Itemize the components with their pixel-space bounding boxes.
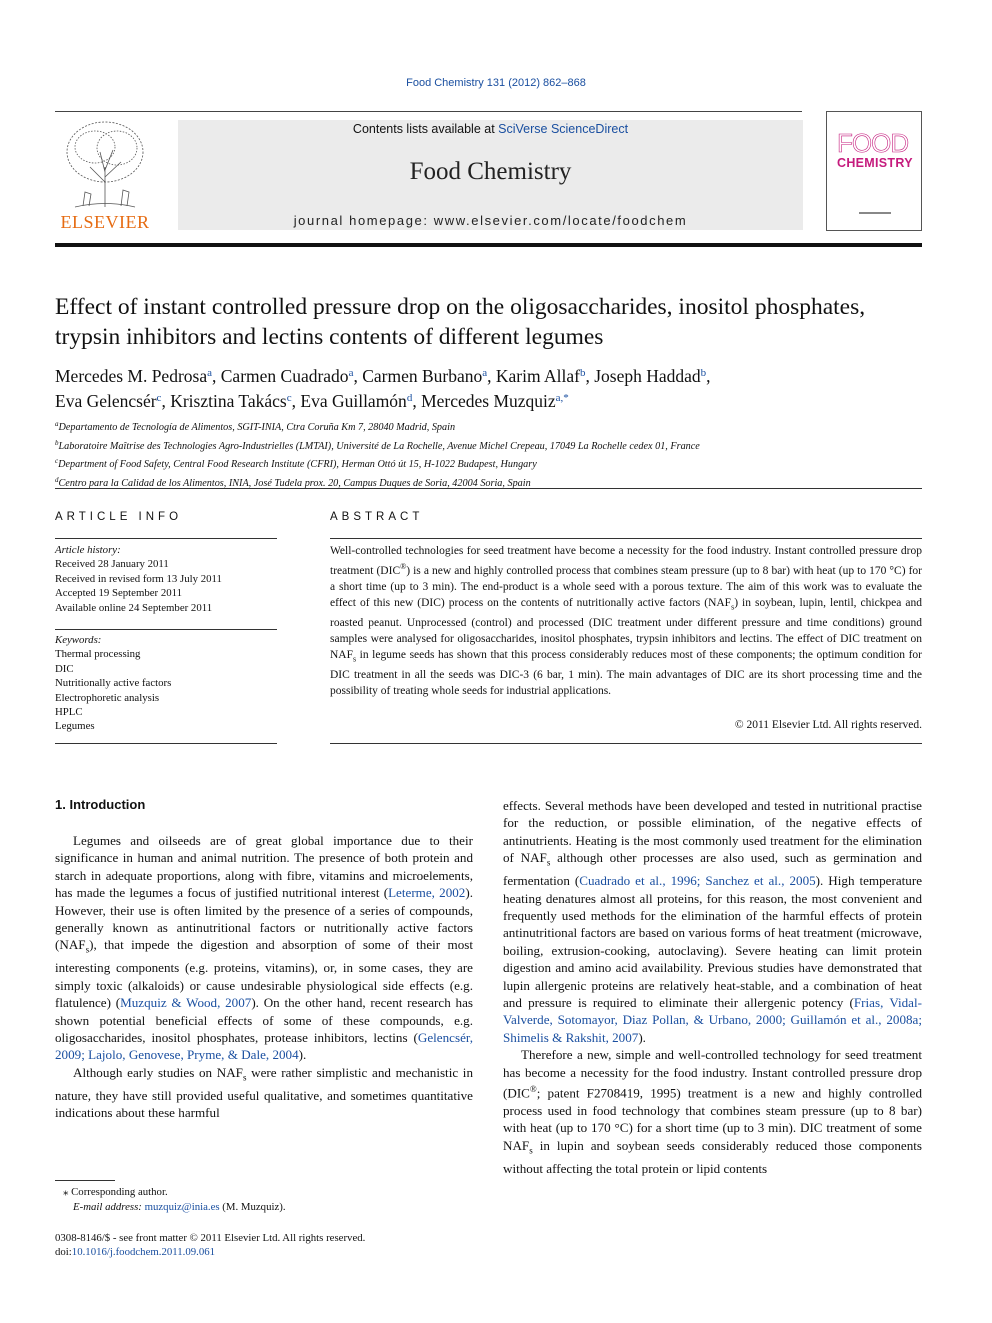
- history-item: Available online 24 September 2011: [55, 601, 213, 614]
- cover-publisher-mark-icon: [859, 210, 891, 216]
- divider: [55, 488, 922, 489]
- masthead-rule-top: [55, 111, 802, 112]
- publisher-wordmark: ELSEVIER: [60, 212, 150, 232]
- author-separator: ,: [212, 366, 221, 386]
- abstract-heading: ABSTRACT: [330, 511, 424, 523]
- abstract-copyright: © 2011 Elsevier Ltd. All rights reserved.: [734, 719, 922, 731]
- author-name[interactable]: Karim Allaf: [495, 366, 580, 386]
- paragraph: Although early studies on $NAF_s$ were rather simplistic and mechanistic in nature, they have still provided useful qualitative, and sometimes quantitative indications about these harmful: [55, 1064, 473, 1121]
- body-column-left: [55, 832, 473, 1122]
- author-name[interactable]: Eva Gelencsér: [55, 391, 157, 411]
- front-matter-note: 0308-8146/$ - see front matter © 2011 Elsevier Ltd. All rights reserved.: [55, 1232, 366, 1244]
- author-affiliation-marker[interactable]: c: [156, 392, 162, 404]
- citation-link[interactable]: Cuadrado et al., 1996; Sanchez et al., 2005: [579, 873, 816, 889]
- sciencedirect-link[interactable]: SciVerse ScienceDirect: [498, 122, 629, 136]
- issn-line: [55, 1231, 505, 1259]
- keyword: Legumes: [55, 720, 95, 733]
- body-column-right: [503, 797, 922, 1177]
- cover-title-line1: FOOD: [837, 128, 909, 158]
- article-title: Effect of instant controlled pressure drop on the oligosaccharides, inositol phosphates, trypsin inhibitors and lectins contents of different legumes: [55, 294, 866, 350]
- email-link[interactable]: muzquiz@inia.es: [144, 1201, 220, 1213]
- author-name[interactable]: Carmen Cuadrado: [220, 366, 349, 386]
- abstract-text: Well-controlled technologies for seed treatment have become a necessity for the food industry. Instant controlled pressure drop treatment (DIC®) is a new and highly controlled process that combines steam pressure (up to 8 bar) with heat (up to 170 °C) for a short time (up to 3 min). The end-product is a whole seed with a porous texture. The aim of this work was to evaluate the effect of this new (DIC) process on the contents of nutritionally active factors $(NAF_s)$ in soybean, lupin, lentil, chickpea and roasted peanut. Unprocessed (control) and processed (DIC treatment under different pressure and time conditions) ground samples were analysed for oligosaccharides, inositol phosphates, trypsin inhibitors and lectins. The effect of DIC treatment on $NAF_s$ in legume seeds has shown that this process considerably reduces most of these components; the optimum condition for DIC treatment in all the seeds was DIC-3 (6 bar, 1 min). The main advantages of DIC are its short processing time and the possibility of treating whole seeds for industrial applications.: [330, 545, 923, 698]
- journal-cover-thumbnail: [826, 111, 922, 231]
- divider: [55, 629, 277, 630]
- author-affiliation-marker[interactable]: a: [207, 367, 212, 379]
- affiliation-marker: a: [55, 420, 59, 428]
- affiliation-marker: d: [55, 475, 59, 484]
- author-affiliation-marker[interactable]: b: [579, 367, 586, 379]
- keyword: Electrophoretic analysis: [55, 691, 160, 704]
- author-affiliation-marker[interactable]: d: [406, 392, 413, 404]
- affiliation-text: Laboratoire Maîtrise des Technologies Agro-Industrielles (LMTAI), Université de La Rochelle, Avenue Michel Crepeau, 17049 La Rochelle cedex 01, France: [58, 440, 700, 452]
- corresponding-author-note: ⁎ Corresponding author.: [63, 1186, 168, 1198]
- author-name[interactable]: Mercedes Muzquiz: [421, 391, 556, 411]
- affiliation-text: Departamento de Tecnología de Alimentos, SGIT-INIA, Ctra Coruña Km 7, 28040 Madrid, Spain: [58, 422, 456, 433]
- citation-link[interactable]: Frias, Vidal-Valverde, Sotomayor, Diaz Pollan, & Urbano, 2000; Guillamón et al., 2008a; Shimelis & Rakshit, 2007: [503, 995, 922, 1045]
- divider: [55, 743, 277, 744]
- author-affiliation-marker[interactable]: b: [700, 367, 707, 379]
- email-note: E-mail address: muzquiz@inia.es (M. Muzquiz).: [73, 1201, 286, 1213]
- author-separator: ,: [706, 366, 711, 386]
- journal-citation[interactable]: Food Chemistry 131 (2012) 862–868: [406, 77, 586, 89]
- divider: [330, 743, 922, 744]
- citation-link[interactable]: Leterme, 2002: [388, 885, 466, 901]
- history-item: Received 28 January 2011: [55, 558, 169, 571]
- history-item: Accepted 19 September 2011: [55, 587, 183, 600]
- author-separator: ,: [412, 391, 422, 411]
- keyword: Nutritionally active factors: [55, 677, 172, 690]
- journal-name: Food Chemistry: [409, 158, 572, 185]
- affiliation: [55, 454, 925, 473]
- author-affiliation-marker[interactable]: c: [286, 392, 292, 404]
- keyword: Thermal processing: [55, 648, 141, 661]
- author-separator: ,: [353, 366, 363, 386]
- author-affiliation-marker[interactable]: a: [348, 367, 354, 379]
- author-affiliation-marker[interactable]: a,*: [555, 392, 569, 404]
- author-name[interactable]: Carmen Burbano: [362, 366, 483, 386]
- author-list: [55, 362, 925, 412]
- paragraph: Therefore a new, simple and well-controlled technology for seed treatment has become a necessity for the food industry. Instant controlled pressure drop (DIC®; patent F2708419, 1995) treatment is a new and highly controlled process used in food technology that combines steam pressure (up to 8 bar) with heat (up to 170 °C) for a short time (up to 3 min). DIC treatment of some $NAF_s$ in lupin and soybean seeds considerably reduced those components without affecting the total protein or lipid contents: [503, 1047, 922, 1176]
- keyword: DIC: [55, 662, 74, 675]
- cover-title-line2: CHEMISTRY: [837, 156, 913, 170]
- author-separator: ,: [487, 366, 496, 386]
- author-separator: ,: [291, 391, 301, 411]
- paragraph: Legumes and oilseeds are of great global importance due to their significance in human and animal nutrition. The presence of both protein and starch in adequate proportions, along with fibre, vitamins and microelements, has made the legumes a focus of justified nutritional interest (Leterme, 2002). However, their use is often limited by the presence of a series of compounds, generally known as antinutritional factors or nutritionally active factors $(NAF_s)$, that impede the digestion and absorption of some of their most interesting components (e.g. proteins, vitamins), or, in some cases, they are simply toxic (alkaloids) or cause undesirable physiological side effects (e.g. flatulence) (Muzquiz & Wood, 2007). On the other hand, recent research has shown potential beneficial effects of some of these compounds, e.g. oligosaccharides, inositol phosphates, protease inhibitors, lectins (Gelencsér, 2009; Lajolo, Genovese, Pryme, & Dale, 2004).: [55, 833, 473, 1063]
- author-name[interactable]: Joseph Haddad: [594, 366, 701, 386]
- author-name[interactable]: Krisztina Takács: [170, 391, 287, 411]
- section-heading-introduction: 1. Introduction: [55, 797, 146, 812]
- author-name[interactable]: Mercedes M. Pedrosa: [55, 366, 208, 386]
- affiliation: [55, 436, 925, 455]
- keywords: [55, 633, 277, 734]
- divider: [55, 538, 277, 539]
- affiliation-text: Centro para la Calidad de los Alimentos, INIA, José Tudela prox. 20, Campus Duques de Soria, 42004 Soria, Spain: [58, 477, 531, 489]
- affiliation-marker: b: [55, 438, 59, 447]
- author-separator: ,: [161, 391, 171, 411]
- author-affiliation-marker[interactable]: a: [482, 367, 488, 379]
- author-separator: ,: [585, 366, 595, 386]
- journal-homepage-link[interactable]: journal homepage: www.elsevier.com/locate/foodchem: [293, 213, 688, 228]
- affiliation-text: Department of Food Safety, Central Food Research Institute (CFRI), Herman Ottó út 15, H-1022 Budapest, Hungary: [58, 459, 537, 470]
- history-item: Received in revised form 13 July 2011: [55, 572, 222, 585]
- paragraph: effects. Several methods have been developed and tested in nutritional practise for the reduction, or possible elimination, of the negative effects of antinutrients. Heating is the most commonly used treatment for the elimination of $NAF_s$ although other processes are also used, such as germination and fermentation (Cuadrado et al., 1996; Sanchez et al., 2005). High temperature heating denatures almost all proteins, for this reason, the most convenient and frequently used methods for the elimination of the harmful effects of protein antinutritional factors are based on various forms of heat treatment (microwave, boiling, extrusion-cooking, autoclaving). Severe heating can limit protein digestion and amino acid availability. Previous studies have demonstrated that lupin allergenic proteins are relatively heat-stable, and a combination of heat and pressure is required to eliminate their allergenic potency (Frias, Vidal-Valverde, Sotomayor, Diaz Pollan, & Urbano, 2000; Guillamón et al., 2008a; Shimelis & Rakshit, 2007).: [503, 798, 923, 1045]
- doi-line: doi:10.1016/j.foodchem.2011.09.061: [55, 1246, 216, 1258]
- affiliations: [55, 417, 925, 491]
- affiliation: [55, 417, 925, 436]
- keywords-label: Keywords:: [55, 634, 102, 646]
- doi-link[interactable]: 10.1016/j.foodchem.2011.09.061: [71, 1246, 216, 1258]
- history-label: Article history:: [55, 544, 121, 556]
- contents-availability-line: [178, 122, 803, 136]
- footnote-rule: [55, 1180, 115, 1181]
- citation-link[interactable]: Gelencsér, 2009; Lajolo, Genovese, Pryme, & Dale, 2004: [55, 1030, 473, 1063]
- footnotes: [55, 1185, 475, 1215]
- divider: [330, 538, 922, 539]
- citation-link[interactable]: Muzquiz & Wood, 2007: [120, 995, 252, 1011]
- contents-prefix: Contents lists available at: [352, 122, 499, 136]
- keyword: HPLC: [55, 706, 83, 719]
- article-history: [55, 543, 277, 615]
- masthead-rule-bottom: [55, 243, 922, 247]
- article-info-heading: ARTICLE INFO: [55, 511, 183, 523]
- author-name[interactable]: Eva Guillamón: [300, 391, 407, 411]
- affiliation-marker: c: [55, 457, 59, 465]
